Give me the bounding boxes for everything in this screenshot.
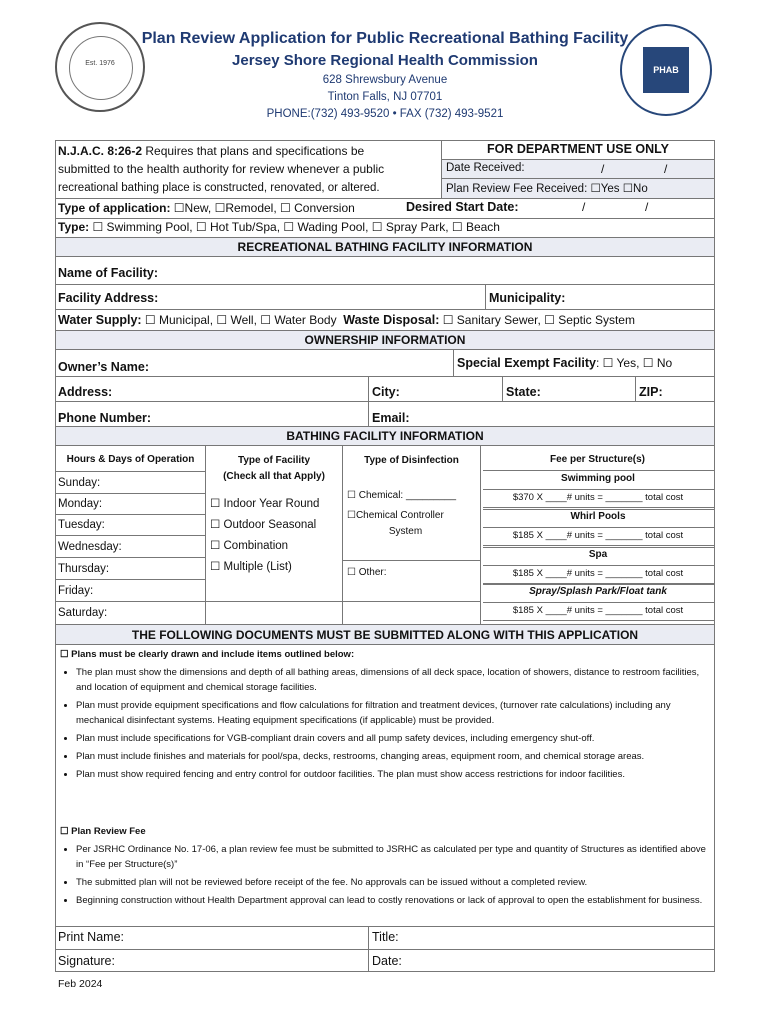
dept-use-title: FOR DEPARTMENT USE ONLY (487, 142, 669, 156)
list-item: • The plan must show the dimensions and depth of all bathing areas, dimensions of all deck space, location of showers, distance to restroom facilities, and location of equipment and chemical storage facilities. (76, 665, 706, 695)
section-documents: THE FOLLOWING DOCUMENTS MUST BE SUBMITTED ALONG WITH THIS APPLICATION (131, 628, 639, 642)
type-of-application[interactable]: Type of application: ☐New, ☐Remodel, ☐ Conversion (58, 201, 355, 215)
email-field[interactable]: Email: (372, 411, 410, 425)
fee-header: Fee per Structure(s) (549, 454, 646, 465)
facility-type-option-2[interactable]: ☐ Combination (210, 540, 289, 552)
fee-item-line[interactable]: $185 X ____# units = _______ total cost (512, 530, 684, 541)
list-item: • Plan must include specifications for VGB-compliant drain covers and all pump safety devices, including emergency shut-off. (76, 731, 706, 746)
facility-address-field[interactable]: Facility Address: (58, 291, 159, 305)
title-field[interactable]: Title: (372, 930, 399, 944)
zip-field[interactable]: ZIP: (639, 385, 663, 399)
org-address-2: Tinton Falls, NJ 07701 (327, 91, 443, 103)
plans-list (56, 665, 706, 785)
fee-item-name: Swimming pool (561, 473, 635, 484)
day-field-3[interactable]: Wednesday: (58, 541, 122, 553)
facility-type-option-3[interactable]: ☐ Multiple (List) (210, 561, 292, 573)
state-field[interactable]: State: (506, 385, 541, 399)
section-ownership: OWNERSHIP INFORMATION (304, 333, 466, 347)
fee-received-field[interactable]: Plan Review Fee Received: ☐Yes ☐No (446, 183, 648, 195)
org-address-1: 628 Shrewsbury Avenue (322, 74, 448, 86)
water-supply-field[interactable]: Water Supply: ☐ Municipal, ☐ Well, ☐ Water Body Waste Disposal: ☐ Sanitary Sewer, ☐ Septic System (58, 313, 635, 327)
org-phone: PHONE:(732) 493-9520 • FAX (732) 493-9521 (266, 108, 504, 120)
day-field-6[interactable]: Saturday: (58, 607, 108, 619)
desired-start-date-label: Desired Start Date: (406, 200, 519, 214)
city-field[interactable]: City: (372, 385, 400, 399)
commission-seal-icon: Est. 1976 (55, 22, 145, 112)
municipality-field[interactable]: Municipality: (489, 291, 566, 305)
phab-accreditation-icon: PHAB (620, 24, 712, 116)
fee-item-line[interactable]: $185 X ____# units = _______ total cost (512, 605, 684, 616)
list-item: • Beginning construction without Health Department approval can lead to costly renovations or lack of approval to open the establishment for business. (76, 893, 706, 908)
org-name: Jersey Shore Regional Health Commission (232, 52, 538, 69)
day-field-1[interactable]: Monday: (58, 498, 103, 510)
plan-review-fee-checkbox[interactable]: ☐ Plan Review Fee (60, 826, 146, 837)
fee-item-name: Whirl Pools (570, 511, 626, 522)
day-field-2[interactable]: Tuesday: (58, 519, 105, 531)
fee-item-line[interactable]: $185 X ____# units = _______ total cost (512, 568, 684, 579)
list-item: • Plan must show required fencing and entry control for outdoor facilities. The plan must show access restrictions for indoor facilities. (76, 767, 706, 782)
section-recreational-info: RECREATIONAL BATHING FACILITY INFORMATION (237, 240, 533, 254)
other-disinfection-checkbox[interactable]: ☐ Other: (347, 567, 387, 578)
plans-checkbox[interactable]: ☐ Plans must be clearly drawn and include items outlined below: (60, 649, 355, 660)
footer-date: Feb 2024 (58, 978, 103, 990)
owner-name-field[interactable]: Owner’s Name: (58, 360, 150, 374)
facility-name-field[interactable]: Name of Facility: (58, 266, 159, 280)
hours-header: Hours & Days of Operation (66, 454, 195, 465)
page-title: Plan Review Application for Public Recreational Bathing Facility (141, 30, 629, 47)
signature-field[interactable]: Signature: (58, 954, 115, 968)
header (0, 0, 770, 130)
list-item: • Plan must include finishes and materials for pool/spa, decks, restrooms, changing areas, equipment room, and chemical storage areas. (76, 749, 706, 764)
section-bathing-info: BATHING FACILITY INFORMATION (286, 429, 484, 443)
day-field-0[interactable]: Sunday: (58, 477, 101, 489)
day-field-5[interactable]: Friday: (58, 585, 94, 597)
phone-number-field[interactable]: Phone Number: (58, 411, 152, 425)
chemical-controller-checkbox[interactable]: ☐Chemical Controller (347, 510, 444, 521)
fee-item-line[interactable]: $370 X ____# units = _______ total cost (512, 492, 684, 503)
facility-type-option-0[interactable]: ☐ Indoor Year Round (210, 498, 320, 510)
date-received-label: Date Received: (446, 162, 525, 174)
date-field[interactable]: Date: (372, 954, 402, 968)
chemical-checkbox[interactable]: ☐ Chemical: _________ (347, 490, 457, 501)
fee-list (56, 842, 706, 911)
special-exempt-field[interactable]: Special Exempt Facility: ☐ Yes, ☐ No (457, 356, 673, 370)
facility-type-checkboxes[interactable]: Type: ☐ Swimming Pool, ☐ Hot Tub/Spa, ☐ Wading Pool, ☐ Spray Park, ☐ Beach (58, 220, 500, 234)
print-name-field[interactable]: Print Name: (58, 930, 124, 944)
facility-type-header: Type of Facility (237, 455, 311, 466)
facility-type-option-1[interactable]: ☐ Outdoor Seasonal (210, 519, 317, 531)
owner-address-field[interactable]: Address: (58, 385, 113, 399)
disinfection-header: Type of Disinfection (364, 455, 459, 466)
list-item: • Per JSRHC Ordinance No. 17-06, a plan review fee must be submitted to JSRHC as calculated per type and quantity of Structures as identified above in “Fee per Structure(s)” (76, 842, 706, 872)
list-item: • The submitted plan will not be reviewed before receipt of the fee. No approvals can be issued without a completed review. (76, 875, 706, 890)
list-item: • Plan must provide equipment specifications and flow calculations for filtration and treatment devices, (turnover rate calculations) including any mechanical disinfectant systems. Heating equipment specifications (if applicable) must be provided. (76, 698, 706, 728)
intro-text: N.J.A.C. 8:26-2 Requires that plans and specifications be submitted to the health authority for review whenever a public recreational bathing place is constructed, renovated, or altered. (58, 144, 385, 194)
facility-type-subheader: (Check all that Apply) (223, 471, 325, 482)
fee-item-name: Spa (588, 549, 608, 560)
fee-item-name: Spray/Splash Park/Float tank (529, 586, 667, 597)
day-field-4[interactable]: Thursday: (58, 563, 110, 575)
